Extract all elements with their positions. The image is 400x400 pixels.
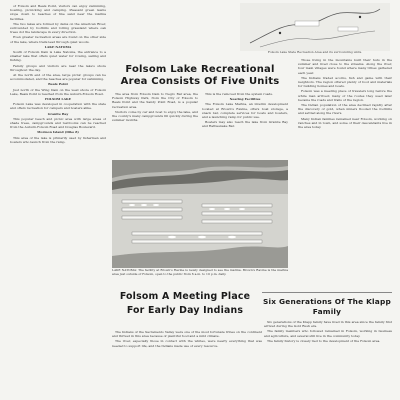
photo-caption: LAKE NATOMA: The facility at Brown's Ravine is newly designed to see the marina. Brown's Ravine is the marina area just outside of Folsom, open to the public from 6 a.m. to 10 p.m. daily. [112,268,288,276]
meeting-article-text: The Indians of the Sacramento Valley were one of the most fortunate tribes on the continent and thrived in this area because of plentiful food and a mild climate. The river, especially those in contact with the whites, were nearly everything that was needed to support life, and the Indians made use of every resource. [112,330,262,348]
middle-column-text-left: The area from Folsom Dam to Negro Bar area, the Folsom Highway Park, from the City of Folsom to Beals Point and the Sandy Point Road, is a popular recreation area. Visitors come by car and boat to enjoy the lake, and the county's many campgrounds fill quickly during the summer months. [112,92,198,123]
column-divider [262,292,392,293]
marina-photo [112,160,288,268]
main-headline: Folsom Lake Recreational Area Consists Of Five Units [120,64,280,87]
middle-column-text-right: This is the removed from the system roads. Nearing Facilities The Folsom Lake Marina, an interim development located at Brown's Ravine, offers boat storage, a snack bar, complete services for boats and boaters, and a launching ramp for public use. Boaters may also reach the lake from Granite Bay and Rattlesnake Bar. [202,92,288,129]
right-column-text: Those living in the mountains built their huts in the summer and lived close to the streams. Along the river, four main villages were found where many tribes gathered each year. The Indians traded acorns, fish and game with their neighbors. The region offered plenty of food and materials for building homes and boats. Folsom was a meeting place of travelers long before the white man arrived; many of the routes they used later became the roads and trails of the region. The Indian population of the area declined rapidly after the discovery of gold, when miners flooded the foothills and settled along the rivers. Many Indian families remained near Folsom, working on ranches and in town, and some of their descendants live in the area today. [298,58,392,130]
area-map [240,3,390,51]
meeting-headline: Folsom A Meeting Place For Early Day Indians [119,291,251,316]
klapp-headline: Six Generations Of The Klapp Family [263,297,391,316]
klapp-article-text: Six generations of the Klapp family have lived in this area since the family first arrived during the Gold Rush era. The family members who followed remained in Folsom, working in business and agriculture, and several still live in the community today. The family history is closely tied to the development of the Folsom area. [264,320,392,343]
left-column-text: of Folsom and Beals Point, visitors can enjoy swimming, boating, picnicking and camping. Pleasant green lawns slope down to beaches of fine sand near the marina facilities. The two lakes are formed by dams on the American River, surrounded by foothills and rolling grassland where oak trees dot the landscape in every direction. Even greater recreation areas are found on the other side of the lake, where trails lead through quiet woods. LAKE NATOMA South of Folsom Dam is Lake Natoma, the entrance to a smaller lake that offers quiet water for rowing, sailing and fishing. Family groups and visitors are near the lake's shore throughout the day. At the north end of the area, large picnic groups can be accommodated, and the beaches are popular for swimming. Beals Point Just north of the Wing Dam on the west shore of Folsom Lake, Beals Point is reached from the Auburn-Folsom Road. FOLSOM LAKE Folsom Lake was developed in cooperation with the state and offers recreation for campers and boaters alike. Granite Bay This popular beach and picnic area with large areas of shade trees, campgrounds and restrooms can be reached from the Auburn-Folsom Road and Douglas Boulevard. Mormon Island (Dike 8) This area of the lake is primarily used by fishermen and boaters who launch from the ramp. [10,4,106,144]
map-caption: Folsom Lake State Recreation Area and its surrounding units. [267,50,363,54]
